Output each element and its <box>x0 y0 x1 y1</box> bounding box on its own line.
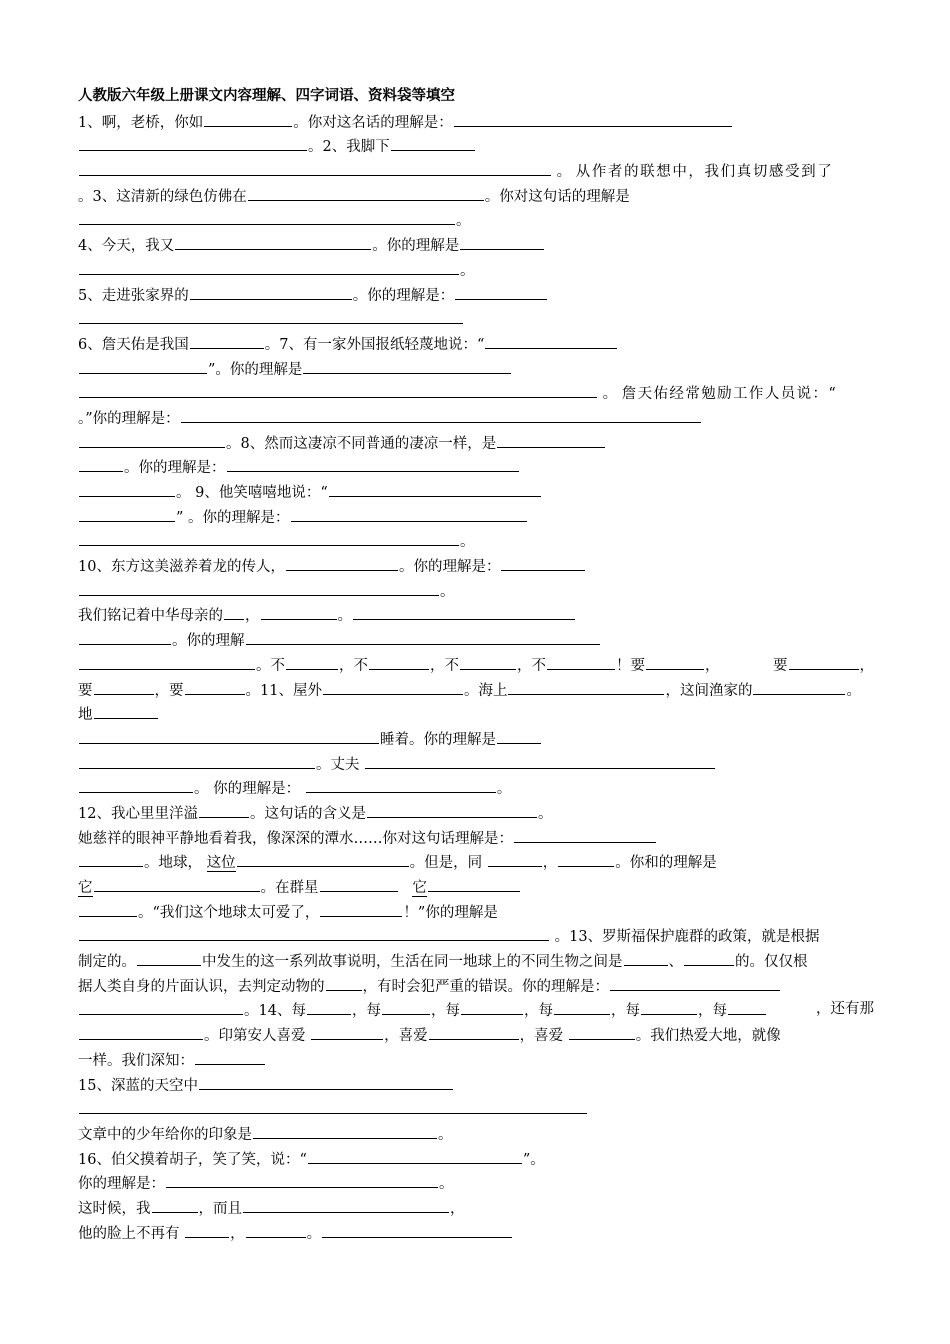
fill-blank[interactable] <box>485 331 617 349</box>
fill-blank[interactable] <box>428 874 520 892</box>
text: 。 <box>460 534 475 551</box>
q1-line-2 <box>78 133 874 158</box>
q13-line-6 <box>78 973 874 998</box>
text: ，每 <box>351 1003 381 1020</box>
text: 。不 <box>256 657 285 674</box>
fill-blank[interactable] <box>79 528 459 546</box>
fill-blank[interactable] <box>190 282 352 300</box>
text: 。3、这清新的绿色仿佛在 <box>78 188 247 205</box>
fill-blank[interactable] <box>291 504 527 522</box>
text: 。海上 <box>463 682 508 699</box>
q3-line-1 <box>78 183 874 208</box>
text: ，喜爱 <box>519 1028 564 1045</box>
q13-line-5 <box>78 948 874 973</box>
text: ，不 <box>339 657 368 674</box>
text: 。我们热爱大地，就像 <box>635 1028 781 1045</box>
text: 12、我心里里洋溢 <box>78 805 198 822</box>
fill-blank[interactable] <box>514 825 656 843</box>
fill-blank[interactable] <box>246 1220 306 1238</box>
q14-line-3 <box>78 1047 874 1072</box>
text: 10、东方这美滋养着龙的传人， <box>78 559 285 576</box>
fill-blank[interactable] <box>79 627 171 645</box>
fill-blank[interactable] <box>610 973 780 991</box>
text: ，每 <box>697 1003 727 1020</box>
fill-blank[interactable] <box>646 652 704 670</box>
text: 。”你的理解是： <box>78 410 180 427</box>
fill-blank[interactable] <box>753 677 845 695</box>
fill-blank[interactable] <box>152 1195 198 1213</box>
fill-blank[interactable] <box>199 800 249 818</box>
text: ， <box>230 1225 245 1242</box>
text: ”。你的理解是 <box>208 361 303 378</box>
fill-blank[interactable] <box>204 109 292 127</box>
fill-blank[interactable] <box>306 775 496 793</box>
fill-blank[interactable] <box>237 849 409 867</box>
text: 。13、罗斯福保护鹿群的政策，就是根据 <box>554 929 820 946</box>
fill-blank[interactable] <box>460 232 544 250</box>
fill-blank[interactable] <box>329 479 541 497</box>
fill-blank[interactable] <box>461 997 523 1015</box>
worksheet-page <box>78 84 874 1244</box>
fill-blank[interactable] <box>79 751 315 769</box>
q10-line-3 <box>78 602 874 627</box>
fill-blank[interactable] <box>79 133 307 151</box>
q15-line-3 <box>78 1121 874 1146</box>
q7-line-1 <box>78 356 874 381</box>
text: ，不 <box>430 657 459 674</box>
fill-blank[interactable] <box>79 380 597 398</box>
q16-line-2 <box>78 1170 874 1195</box>
text: 她慈祥的眼神平静地看着我，像深深的潭水……你对这句话理解是： <box>78 830 513 847</box>
text: ，每 <box>430 1003 460 1020</box>
q1-line-1 <box>78 109 874 134</box>
text: 它 <box>412 880 427 896</box>
fill-blank[interactable] <box>728 997 766 1015</box>
text: 。 <box>306 1225 322 1242</box>
fill-blank[interactable] <box>227 454 519 472</box>
text: 。7、有一家外国报纸轻蔑地说：“ <box>264 336 485 353</box>
q13-line-3 <box>78 899 874 924</box>
fill-blank[interactable] <box>261 602 337 620</box>
fill-blank[interactable] <box>367 800 537 818</box>
fill-blank[interactable] <box>137 948 201 966</box>
fill-blank[interactable] <box>253 1121 437 1139</box>
text: ，每 <box>523 1003 553 1020</box>
text: 文章中的少年给你的印象是 <box>78 1126 252 1143</box>
text: 要 <box>773 657 788 674</box>
q5-line-1 <box>78 282 874 307</box>
text: 。 你的理解是： <box>194 781 301 798</box>
fill-blank[interactable] <box>79 652 255 670</box>
fill-blank[interactable] <box>311 1022 383 1040</box>
text: 这位 <box>206 855 236 872</box>
text: 。你和的理解是 <box>615 855 717 872</box>
fill-blank[interactable] <box>185 1220 229 1238</box>
text: 从作者的联想中，我们真切感受到了 <box>575 164 834 181</box>
text: 要 <box>78 682 93 699</box>
text: 。但是，同 <box>409 855 483 872</box>
text: 詹天佑经常勉励工作人员说：“ <box>621 386 838 403</box>
text: ，每 <box>610 1003 640 1020</box>
text: 4、今天，我又 <box>78 238 175 255</box>
text: 一样。我们深知： <box>78 1052 194 1069</box>
q2-line <box>78 158 874 183</box>
fill-blank[interactable] <box>79 454 123 472</box>
text: 。8、然而这凄凉不同普通的凄凉一样，是 <box>226 435 497 452</box>
fill-blank[interactable] <box>641 997 697 1015</box>
text: 。你对这名话的理解是： <box>293 114 453 131</box>
fill-blank[interactable] <box>497 430 605 448</box>
text: 1、啊，老桥，你如 <box>78 114 204 131</box>
fill-blank[interactable] <box>185 677 245 695</box>
fill-blank[interactable] <box>79 1022 203 1040</box>
text: 。 <box>537 805 553 822</box>
text: 地 <box>78 707 93 724</box>
q11-line-2 <box>78 726 874 751</box>
fill-blank[interactable] <box>369 652 429 670</box>
worksheet-title: 人教版六年级上册课文内容理解、四字词语、资料袋等填空 <box>78 87 455 104</box>
text: 。地球， <box>144 855 202 872</box>
q16-line-3 <box>78 1195 874 1220</box>
fill-blank[interactable] <box>382 997 430 1015</box>
fill-blank[interactable] <box>79 849 143 867</box>
text: 。这句话的含义是 <box>249 805 366 822</box>
text: ，还有那 <box>816 1001 874 1018</box>
fill-blank[interactable] <box>94 874 260 892</box>
fill-blank[interactable] <box>547 652 615 670</box>
text: 。 <box>556 164 572 181</box>
fill-blank[interactable] <box>353 602 575 620</box>
q5-line-2 <box>78 306 874 331</box>
fill-blank[interactable] <box>190 331 264 349</box>
fill-blank[interactable] <box>79 504 175 522</box>
fill-blank[interactable] <box>508 677 664 695</box>
fill-blank[interactable] <box>246 627 600 645</box>
fill-blank[interactable] <box>79 306 463 324</box>
q9-line-1 <box>78 479 874 504</box>
text: ” 。你的理解是： <box>176 509 290 526</box>
text: 。你的理解是： <box>352 287 455 304</box>
fill-blank[interactable] <box>303 356 511 374</box>
q10-line-1 <box>78 553 874 578</box>
q14-line-1 <box>78 997 874 1022</box>
text: 。 <box>439 1176 454 1193</box>
text: 。你的理解是： <box>124 460 226 477</box>
text: ，有时会犯严重的错误。你的理解是： <box>362 978 609 995</box>
q8-line-1 <box>78 430 874 455</box>
fill-blank[interactable] <box>224 602 244 620</box>
text: 。 <box>846 682 861 699</box>
fill-blank[interactable] <box>79 207 455 225</box>
text: 。 <box>602 386 618 403</box>
fill-blank[interactable] <box>308 1146 522 1164</box>
q11-line-3 <box>78 751 874 776</box>
text: 。 <box>337 608 352 625</box>
fill-blank[interactable] <box>79 578 439 596</box>
text: ， <box>859 657 874 674</box>
text: 。11、屋外 <box>245 682 322 699</box>
fill-blank[interactable] <box>166 1170 438 1188</box>
fill-blank[interactable] <box>199 1072 453 1090</box>
q15-line-1 <box>78 1072 874 1097</box>
text: ， <box>705 657 720 674</box>
fill-blank[interactable] <box>455 282 547 300</box>
fill-blank[interactable] <box>323 677 463 695</box>
fill-blank[interactable] <box>326 973 362 991</box>
fill-blank[interactable] <box>320 899 402 917</box>
fill-blank[interactable] <box>624 948 668 966</box>
fill-blank[interactable] <box>460 652 516 670</box>
q4-line-1 <box>78 232 874 257</box>
text: ， <box>450 1200 465 1217</box>
fill-blank[interactable] <box>94 677 154 695</box>
fill-blank[interactable] <box>365 751 715 769</box>
fill-blank[interactable] <box>79 1096 587 1114</box>
text: 。在群星 <box>260 880 319 896</box>
fill-blank[interactable] <box>79 158 551 176</box>
text: 。你的理解 <box>172 633 245 650</box>
fill-blank[interactable] <box>248 183 484 201</box>
text: 的。仅仅根 <box>735 954 808 971</box>
text: 据人类自身的片面认识，去判定动物的 <box>78 978 325 995</box>
text: 睡着。你的理解是 <box>380 731 496 748</box>
fill-blank[interactable] <box>391 133 475 151</box>
fill-blank[interactable] <box>94 701 158 719</box>
q10-line-6 <box>78 677 874 702</box>
q9-line-3 <box>78 528 874 553</box>
fill-blank[interactable] <box>684 948 734 966</box>
fill-blank[interactable] <box>195 1047 265 1065</box>
q10-line-5 <box>78 652 874 677</box>
text: 他的脸上不再有 <box>78 1225 180 1242</box>
text: ，而且 <box>198 1200 242 1217</box>
text: 。 <box>460 262 475 279</box>
q16-line-1 <box>78 1146 874 1171</box>
fill-blank[interactable] <box>488 849 542 867</box>
text: 。14、每 <box>244 1003 306 1020</box>
q11-line-4 <box>78 775 874 800</box>
text: ！”你的理解是 <box>403 904 498 921</box>
q7-line-3 <box>78 405 874 430</box>
text: ！要 <box>616 657 645 674</box>
text: 。 <box>438 1126 453 1143</box>
q11-line-1 <box>78 701 874 726</box>
text: ，喜爱 <box>384 1028 428 1045</box>
text: ，要 <box>154 682 184 699</box>
text: 。你的理解是 <box>372 238 460 255</box>
fill-blank[interactable] <box>79 356 207 374</box>
text: 。2、我脚下 <box>308 139 390 156</box>
text: 中发生的这一系列故事说明，生活在同一地球上的不同生物之间是 <box>202 954 623 971</box>
fill-blank[interactable] <box>307 997 351 1015</box>
text: ，不 <box>517 657 546 674</box>
q13-line-2 <box>78 874 874 899</box>
q13-line-1 <box>78 849 874 874</box>
text: ，这间渔家的 <box>665 682 753 699</box>
q10-line-2 <box>78 578 874 603</box>
fill-blank[interactable] <box>429 1022 519 1040</box>
fill-blank[interactable] <box>79 997 243 1015</box>
fill-blank[interactable] <box>79 726 379 744</box>
fill-blank[interactable] <box>501 553 585 571</box>
q6-line-1 <box>78 331 874 356</box>
fill-blank[interactable] <box>286 553 398 571</box>
text: 16、伯父摸着胡子，笑了笑，说：“ <box>78 1151 307 1168</box>
fill-blank[interactable] <box>243 1195 449 1213</box>
fill-blank[interactable] <box>79 257 459 275</box>
text: 15、深蓝的天空中 <box>78 1077 198 1094</box>
text: 6、詹天佑是我国 <box>78 336 189 353</box>
fill-blank[interactable] <box>569 1022 635 1040</box>
text: 。 <box>440 583 455 600</box>
text: 。 <box>496 781 512 798</box>
fill-blank[interactable] <box>558 849 614 867</box>
text: 。印第安人喜爱 <box>204 1028 306 1045</box>
fill-blank[interactable] <box>554 997 610 1015</box>
text: 。你的理解是： <box>398 559 501 576</box>
q7-line-2 <box>78 380 874 405</box>
fill-blank[interactable] <box>286 652 338 670</box>
text: 你的理解是： <box>78 1176 165 1193</box>
fill-blank[interactable] <box>789 652 859 670</box>
text: 。丈夫 <box>316 756 360 773</box>
q15-line-2 <box>78 1096 874 1121</box>
text: 。“我们这个地球太可爱了， <box>138 904 320 921</box>
q9-line-2 <box>78 504 874 529</box>
q4-line-2 <box>78 257 874 282</box>
text: ， <box>245 608 260 625</box>
fill-blank[interactable] <box>79 775 193 793</box>
text: 我们铭记着中华母亲的 <box>78 608 223 625</box>
q13-line-4 <box>78 923 874 948</box>
fill-blank[interactable] <box>79 899 137 917</box>
text: ， <box>542 855 558 872</box>
fill-blank[interactable] <box>322 1220 512 1238</box>
text: 。 <box>456 213 471 230</box>
fill-blank[interactable] <box>454 109 732 127</box>
text: 。你对这句话的理解是 <box>484 188 630 205</box>
text: 。 9、他笑嘻嘻地说：“ <box>176 485 328 501</box>
fill-blank[interactable] <box>79 479 175 497</box>
q3-line-2 <box>78 207 874 232</box>
text: 制定的。 <box>78 954 136 971</box>
text: 它 <box>78 880 93 896</box>
text: ”。 <box>522 1151 545 1168</box>
q10-line-4 <box>78 627 874 652</box>
fill-blank[interactable] <box>320 874 398 892</box>
fill-blank[interactable] <box>497 726 541 744</box>
text: 这时候，我 <box>78 1200 151 1217</box>
fill-blank[interactable] <box>181 405 701 423</box>
fill-blank[interactable] <box>79 430 225 448</box>
q14-line-2 <box>78 1022 874 1047</box>
fill-blank[interactable] <box>175 232 371 250</box>
q16-line-4 <box>78 1220 874 1245</box>
text: 5、走进张家界的 <box>78 287 189 304</box>
text: 、 <box>668 954 683 971</box>
q12-line-2 <box>78 825 874 850</box>
fill-blank[interactable] <box>79 923 549 941</box>
q12-line-1 <box>78 800 874 825</box>
q8-line-2 <box>78 454 874 479</box>
